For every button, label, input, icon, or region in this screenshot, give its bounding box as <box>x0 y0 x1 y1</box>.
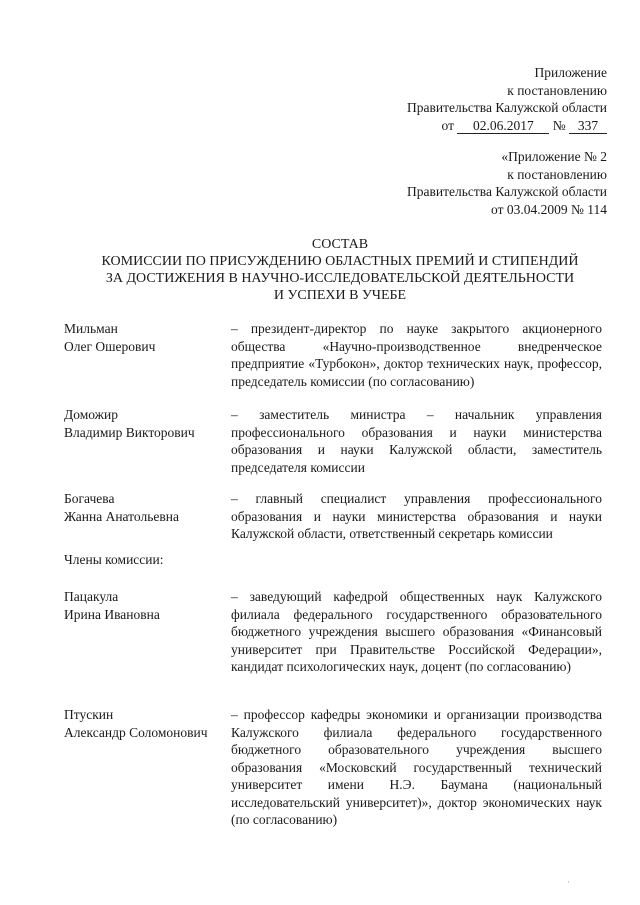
date-prefix: от <box>441 117 454 133</box>
person-name <box>64 490 229 525</box>
person-surname: Богачева <box>64 491 115 506</box>
person-role: – профессор кафедры экономики и организации производства Калужского филиала федерального государственного бюджетного образовательного учреждения высшего образования «Московский государственный технический университет имени Н.Э. Баумана (национальный исследовательский университет)», доктор экономических наук (по согласованию) <box>231 707 602 827</box>
person-surname: Мильман <box>64 321 118 336</box>
title-line-3: ЗА ДОСТИЖЕНИЯ В НАУЧНО-ИССЛЕДОВАТЕЛЬСКОЙ ДЕЯТЕЛЬНОСТИ <box>105 271 575 286</box>
attachment-title: Приложение <box>534 65 607 80</box>
person-given-names: Ирина Ивановна <box>64 606 160 622</box>
person-surname: Доможир <box>64 407 118 422</box>
person-given-names: Александр Соломонович <box>64 724 208 740</box>
attachment-authority: Правительства Калужской области <box>406 100 607 115</box>
attachment-header-original <box>407 148 607 218</box>
person-name <box>64 406 229 441</box>
attachment-ref: к постановлению <box>507 82 607 98</box>
original-attachment-authority: Правительства Калужской области <box>406 184 607 199</box>
original-attachment-title: «Приложение № 2 <box>501 149 607 164</box>
number-sign: № <box>552 117 566 133</box>
scan-speck: · <box>567 878 570 887</box>
person-name <box>64 320 229 355</box>
attachment-date-line <box>407 117 607 135</box>
person-role: – заместитель министра – начальник управления профессионального образования и науки министерства образования и науки Калужской области, заместитель председателя комиссии <box>231 407 602 475</box>
person-role: – главный специалист управления профессионального образования и науки министерства образования и науки Калужской области, ответственный секретарь комиссии <box>231 491 602 541</box>
original-attachment-ref: к постановлению <box>507 166 607 182</box>
resolution-number: 337 <box>569 118 607 134</box>
document-title <box>60 236 620 304</box>
title-line-1: СОСТАВ <box>311 237 369 252</box>
person-name <box>64 588 229 623</box>
resolution-date: 02.06.2017 <box>457 118 549 134</box>
person-given-names: Жанна Анатольевна <box>64 508 179 524</box>
person-name <box>64 706 229 741</box>
title-line-2: КОМИССИИ ПО ПРИСУЖДЕНИЮ ОБЛАСТНЫХ ПРЕМИЙ И СТИПЕНДИЙ <box>101 254 579 269</box>
attachment-header-current <box>407 64 607 134</box>
person-given-names: Олег Ошерович <box>64 338 156 354</box>
person-role: – президент-директор по науке закрытого акционерного общества «Научно-производственное внедренческое предприятие «Турбокон», доктор технических наук, профессор, председатель комиссии (по согласованию) <box>231 321 602 389</box>
title-line-4: И УСПЕХИ В УЧЕБЕ <box>273 288 407 303</box>
person-surname: Птускин <box>64 707 114 722</box>
person-given-names: Владимир Викторович <box>64 424 195 440</box>
original-attachment-date: от 03.04.2009 № 114 <box>491 201 607 217</box>
members-heading: Члены комиссии: <box>64 552 164 567</box>
person-role: – заведующий кафедрой общественных наук Калужского филиала федерального государственного образовательного бюджетного учреждения высшего образования «Финансовый университет при Правительстве Российской Федерации», кандидат психологических наук, доцент (по согласованию) <box>231 589 602 674</box>
person-surname: Пацакула <box>64 589 119 604</box>
